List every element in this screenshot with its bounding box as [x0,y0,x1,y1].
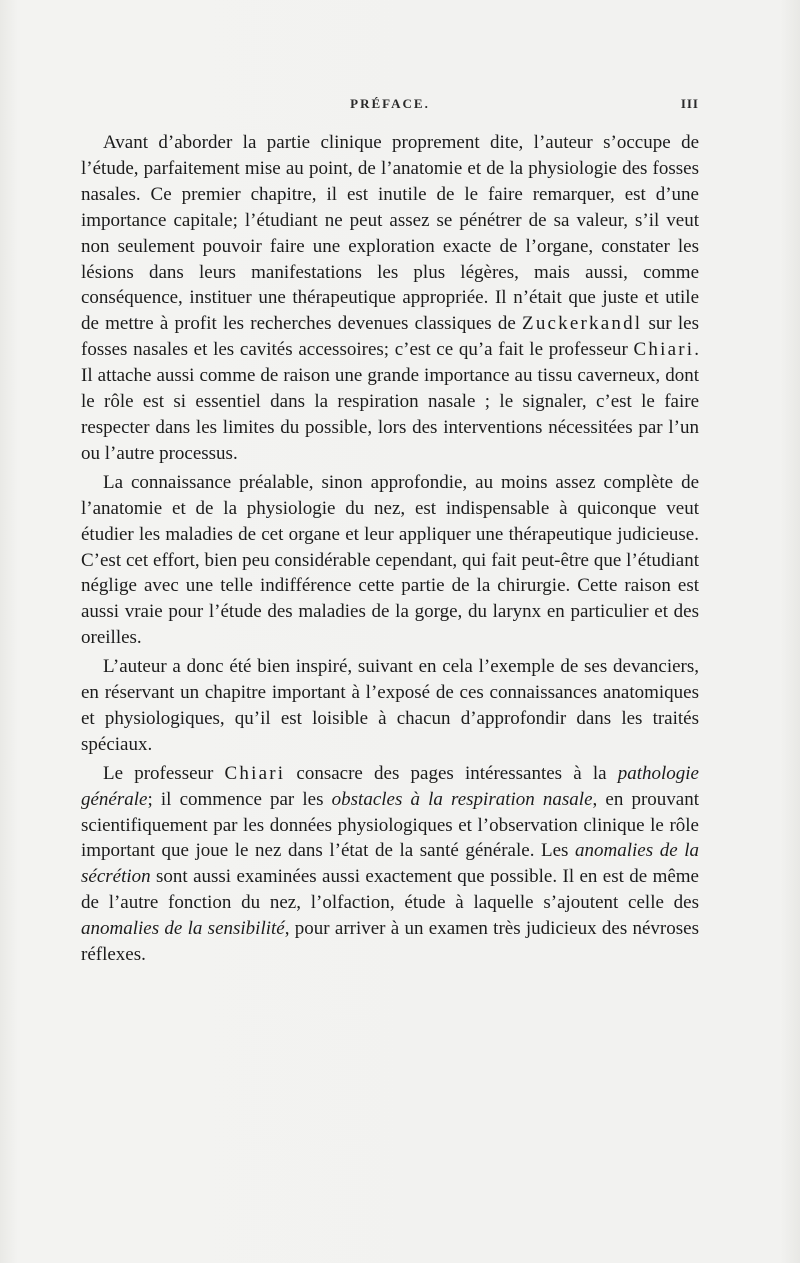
paragraph-3 [81,654,699,758]
page-number: III [680,96,699,111]
paragraph-4 [81,761,699,968]
text-run: Avant d’aborder la partie clinique proprement dite, l’auteur s’occupe de l’étude, parfaitement mise au point, de l’anatomie et de la physiologie des fosses nasales. Ce premier chapitre, il est inutile de le faire remarquer, est d’une importance capitale; l’étudiant ne peut assez se pénétrer de sa valeur, s’il veut non seulement pouvoir faire une exploration exacte de l’organe, constater les lésions dans leurs manifestations les plus légères, mais aussi, comme conséquence, instituer une thérapeutique appropriée. Il n’était que juste et utile de mettre à profit les recherches devenues classiques de [81,132,699,335]
text-run: La connaissance préalable, sinon approfondie, au moins assez complète de l’anatomie et de la physiologie du nez, est indispensable à quiconque veut étudier les maladies de cet organe et leur appliquer une thérapeutique judicieuse. C’est cet effort, bien peu considérable cependant, qui fait peut-être que l’étudiant néglige avec une telle indifférence cette partie de la chirurgie. Cette raison est aussi vraie pour l’étude des maladies de la gorge, du larynx en particulier et des oreilles. [81,471,699,649]
text-run: , en prouvant scientifiquement par les données physiologiques et l’observation clinique le rôle important que joue le nez dans l’état de la santé générale. Les [81,788,699,862]
text-run: sont aussi examinées aussi exactement que possible. Il en est de même de l’autre fonction du nez, l’olfaction, étude à laquelle s’ajoutent celle des [81,866,699,914]
italic-term: obstacles à la respiration nasale [331,788,593,810]
author-name: Zuckerkandl [522,313,643,335]
text-run: , pour arriver à un examen très judicieux des névroses réflexes. [81,918,699,966]
italic-term: anomalies de la sensibilité [81,918,285,940]
text-run: Le professeur [103,762,225,784]
author-name: Chiari [633,339,695,361]
paragraph-1 [81,130,699,467]
author-name: Chiari [224,762,286,784]
text-run: ; il commence par les [147,788,332,810]
text-run: consacre des pages intéressantes à la [285,762,618,784]
text-run: sur les fosses nasales et les cavités accessoires; c’est ce qu’a fait le professeur [81,313,700,361]
text-run: L’auteur a donc été bien inspiré, suivant en cela l’exemple de ses devanciers, en réservant un chapitre important à l’exposé de ces connaissances anatomiques et physiologiques, qu’il est loisible à chacun d’approfondir dans les traités spéciaux. [81,656,699,755]
paragraph-2 [81,470,699,651]
body-text [81,130,699,968]
running-head [81,96,699,120]
italic-term: pathologie générale [81,762,699,810]
text-run: . Il attache aussi comme de raison une grande importance au tissu caverneux, dont le rôle est si essentiel dans la respiration nasale ; le signaler, c’est le faire respecter dans les limites du possible, lors des interventions nécessitées par l’un ou l’autre processus. [81,339,699,464]
italic-term: anomalies de la sécrétion [81,840,699,888]
running-title: PRÉFACE. [350,96,430,111]
